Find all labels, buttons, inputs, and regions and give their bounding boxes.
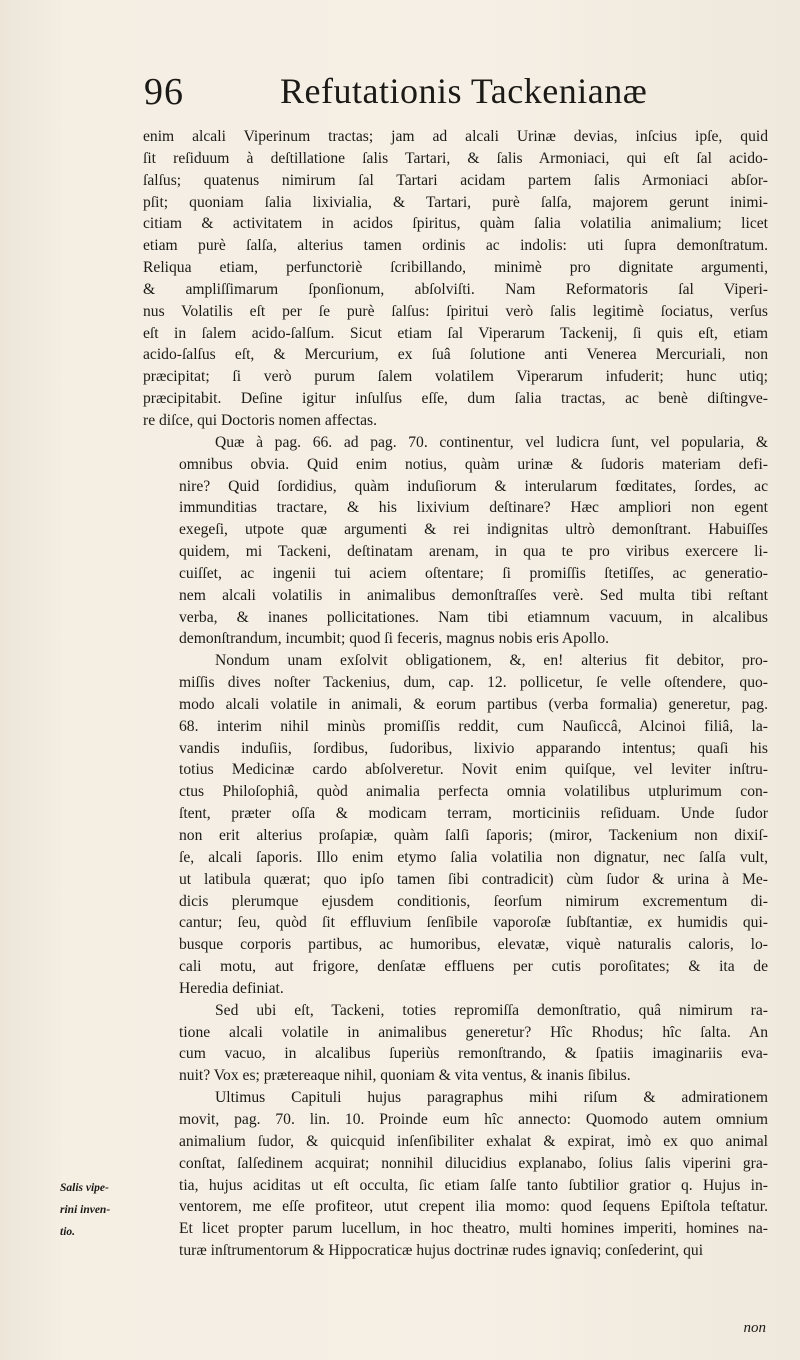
margin-note-line: rini inven- bbox=[60, 1203, 111, 1216]
text-line: ctus Philoſophiâ, quòd animalia perfecta omnia volatilibus utplurimum con- bbox=[179, 783, 768, 801]
text-line: cali motu, aut frigore, denſatæ effluens per cutis poroſitates; & ita de bbox=[179, 958, 768, 976]
catchword: non bbox=[743, 1320, 766, 1336]
text-line: movit, pag. 70. lin. 10. Proinde eum hîc annecto: Quomodo autem omnium bbox=[179, 1110, 768, 1128]
text-line: nuit? Vox es; prætereaque nihil, quoniam & vita ventus, & inanis ſibilus. bbox=[179, 1067, 631, 1085]
text-line: pſit; quoniam ſalia lixivialia, & Tartari, purè ſalſa, majorem gerunt inimi- bbox=[143, 193, 768, 211]
text-line: nus Volatilis eſt per ſe purè ſalſus: ſpiritui verò ſalis legitimè ſociatus, verſus bbox=[143, 302, 768, 320]
paragraph bbox=[143, 126, 768, 432]
text-line: Ultimus Capituli hujus paragraphus mihi riſum & admirationem bbox=[215, 1089, 768, 1107]
text-line: miſſis dives noſter Tackenius, dum, cap. 12. pollicetur, ſe velle oſtendere, quo- bbox=[179, 674, 768, 692]
text-line: re diſce, qui Doctoris nomen affectas. bbox=[143, 411, 377, 429]
body-text bbox=[143, 126, 768, 1262]
text-line: Sed ubi eſt, Tackeni, toties repromiſſa demonſtratio, quâ nimirum ra- bbox=[215, 1001, 768, 1019]
running-head: Refutationis Tackenianæ bbox=[280, 71, 648, 111]
text-line: immunditias tractare, & his lixivium deſtinare? Hæc ampliori non egent bbox=[179, 499, 768, 517]
text-line: ſalſus; quatenus nimirum ſal Tartari acidam partem ſalis Armoniaci abſor- bbox=[143, 171, 768, 189]
text-line: conſtat, ſalſedinem acquirat; nonnihil dilucidius explanabo, ſolius ſalis viperini gra- bbox=[179, 1154, 768, 1172]
margin-note-line: tio. bbox=[60, 1225, 76, 1238]
paragraph bbox=[143, 1000, 768, 1087]
text-line: animalium ſudor, & quicquid inſenſibiliter exhalat & expirat, imò ex quo animal bbox=[179, 1132, 768, 1150]
text-line: & ampliſſimarum ſponſionum, abſolviſti. Nam Reformatoris ſal Viperi- bbox=[143, 280, 768, 298]
margin-note bbox=[60, 1181, 134, 1247]
text-line: ut latibula quærat; quo ipſo tamen ſibi contradicit) cùm ſudor & urina à Me- bbox=[179, 870, 768, 888]
text-line: tione alcali volatile in animalibus generetur? Hîc Rhodus; hîc ſalta. An bbox=[179, 1023, 768, 1041]
text-line: præcipitat; ſi verò purum ſalem volatilem Viperarum infuderit; hunc utiq; bbox=[143, 368, 768, 386]
text-line: verba, & inanes pollicitationes. Nam tibi etiamnum vacuum, in alcalibus bbox=[179, 608, 768, 626]
text-line: eſt in ſalem acido-ſalſum. Sicut etiam ſal Viperarum Tackenij, ſi quis eſt, etiam bbox=[143, 324, 768, 342]
text-line: acido-ſalſus eſt, & Mercurium, ex ſuâ ſolutione anti Venerea Mercuriali, non bbox=[143, 346, 768, 364]
text-line: citiam & activitatem in acidos ſpiritus, quàm ſalia volatilia animalium; licet bbox=[143, 215, 768, 233]
text-line: busque corporis partibus, ac humoribus, elevatæ, viquè naturalis caloris, lo- bbox=[179, 936, 768, 954]
margin-note-line: Salis vipe- bbox=[60, 1182, 109, 1194]
text-line: enim alcali Viperinum tractas; jam ad alcali Urinæ devias, inſcius ipſe, quid bbox=[143, 128, 768, 145]
text-line: non erit alterius proſapiæ, quàm ſalſi ſaporis; (miror, Tackenium non dixiſ- bbox=[179, 827, 768, 844]
page-number: 96 bbox=[144, 71, 184, 113]
text-line: turæ inſtrumentorum & Hippocraticæ hujus doctrinæ rudes ignaviq; conſederint, qui bbox=[179, 1242, 704, 1260]
text-line: dicis plerumque ejusdem conditionis, ſeorſum nimirum excrementum di- bbox=[179, 892, 768, 910]
text-line: cantur; ſeu, quòd ſit effluvium ſenſibile vaporoſæ ſubſtantiæ, ex humidis qui- bbox=[179, 914, 768, 932]
page-header bbox=[140, 70, 780, 120]
text-line: omnibus obvia. Quid enim notius, quàm urinæ & ſudoris materiam defi- bbox=[179, 455, 768, 473]
paragraph bbox=[143, 1087, 768, 1262]
text-line: Nondum unam exſolvit obligationem, &, en! alterius fit debitor, pro- bbox=[215, 652, 768, 670]
text-line: præcipitabit. Deſine igitur inſulſus eſſe, dum ſalia tractas, ac benè diſtingve- bbox=[143, 390, 768, 408]
text-line: Et licet propter parum lucellum, in hoc theatro, multi homines imperiti, homines na- bbox=[179, 1220, 768, 1238]
text-line: 68. interim nihil minùs promiſſis reddit, cum Nauſiccâ, Alcinoi filiâ, la- bbox=[179, 717, 768, 735]
text-line: cuiſſet, ac ingenii tui aciem oſtentare; ſi promiſſis ſtetiſſes, ac generatio- bbox=[179, 564, 768, 582]
text-line: tia, hujus aciditas ut eſt occulta, ſic etiam ſalſe tanto ſubtilior gratior q. Hujus in- bbox=[179, 1176, 768, 1194]
text-line: Quæ à pag. 66. ad pag. 70. continentur, vel ludicra ſunt, vel popularia, & bbox=[215, 433, 768, 451]
text-line: vandis induſiis, ſordibus, ſudoribus, lixivio apparando intentus; quaſi his bbox=[179, 739, 768, 757]
text-line: modo alcali volatile in animali, & eorum partibus (verba formalia) generetur, pag. bbox=[179, 695, 768, 713]
text-line: Heredia definiat. bbox=[179, 979, 284, 997]
text-line: exegeſi, utpote quæ argumenti & rei indignitas ultrò demonſtrant. Habuiſſes bbox=[179, 521, 768, 539]
text-line: demonſtrandum, incumbit; quod ſi feceris, magnus nobis eris Apollo. bbox=[179, 630, 610, 648]
text-line: ſtent, præter oſſa & modicam terram, morticiniis reſiduam. Unde ſudor bbox=[179, 805, 768, 823]
paragraph bbox=[143, 432, 768, 650]
text-line: cum vacuo, in alcalibus ſuperiùs remonſtrando, & ſpatiis imaginariis eva- bbox=[179, 1045, 768, 1063]
text-line: ſe, alcali ſaporis. Illo enim etymo ſalia volatilia non dignatur, nec ſalſa vult, bbox=[179, 848, 768, 866]
paragraph bbox=[143, 650, 768, 1000]
text-line: Reliqua etiam, perfunctoriè ſcribillando, minimè pro dignitate argumenti, bbox=[143, 259, 768, 277]
text-line: quidem, mi Tackeni, deſtinatam arenam, in qua te pro viribus exercere li- bbox=[179, 543, 768, 561]
text-line: ventorem, me eſſe profiteor, utut crepent ilia momo: quod ſequens Epiſtola teſtatur. bbox=[179, 1198, 768, 1216]
text-line: nem alcali volatilis in animalibus demonſtraſſes verè. Sed multa tibi reſtant bbox=[179, 586, 768, 604]
text-line: nire? Quid ſordidius, quàm induſiorum & interularum fœditates, ſordes, ac bbox=[179, 477, 768, 495]
text-line: ſit reſiduum à deſtillatione ſalis Tartari, & ſalis Armoniaci, qui eſt ſal acido- bbox=[143, 149, 768, 167]
text-line: totius Medicinæ cardo abſolveretur. Novit enim quiſque, vel leviter inſtru- bbox=[179, 761, 768, 779]
text-line: etiam purè ſalſa, alterius tamen ordinis ac indolis: uti ſupra demonſtratum. bbox=[143, 237, 768, 255]
